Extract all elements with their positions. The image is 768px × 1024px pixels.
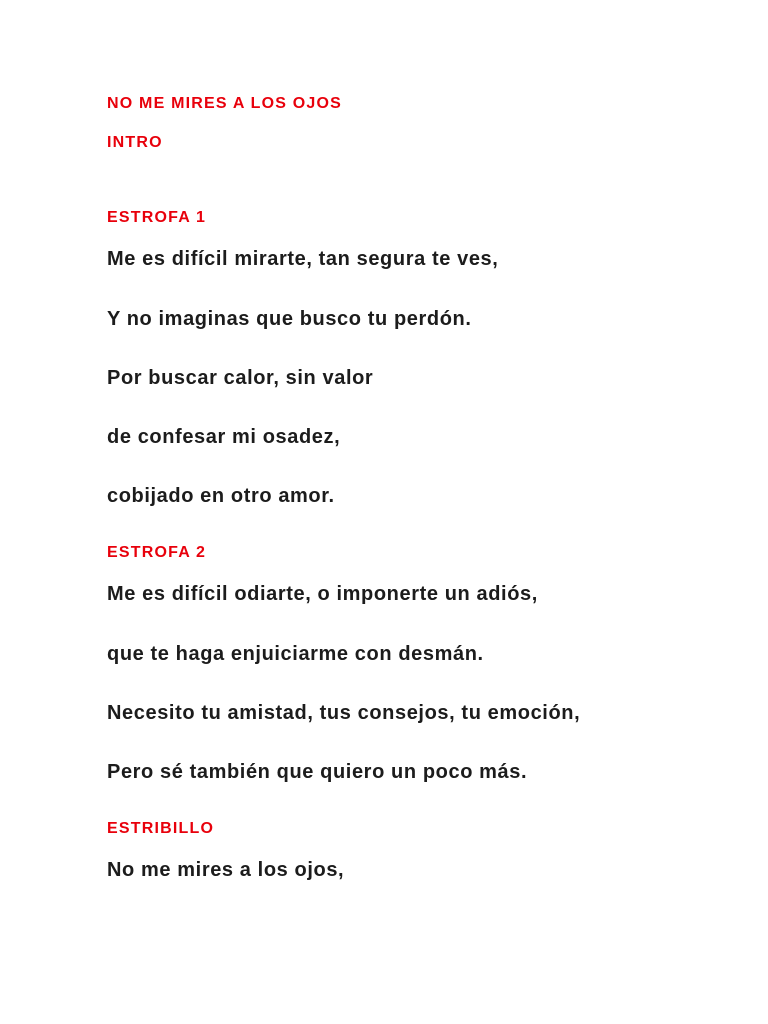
intro-heading: INTRO: [107, 134, 163, 151]
lyric-line: Me es difícil odiarte, o imponerte un adiós,: [107, 583, 538, 605]
lyric-line: Por buscar calor, sin valor: [107, 367, 374, 389]
lyric-line: Necesito tu amistad, tus consejos, tu emoción,: [107, 702, 581, 724]
lyric-line: No me mires a los ojos,: [107, 859, 345, 881]
lyric-line: Pero sé también que quiero un poco más.: [107, 761, 528, 783]
section-heading-estrofa-2: ESTROFA 2: [107, 544, 207, 561]
song-title: NO ME MIRES A LOS OJOS: [107, 95, 343, 112]
lyric-line: Me es difícil mirarte, tan segura te ves,: [107, 248, 499, 270]
lyric-line: que te haga enjuiciarme con desmán.: [107, 643, 484, 665]
lyric-line: de confesar mi osadez,: [107, 426, 341, 448]
lyric-line: Y no imaginas que busco tu perdón.: [107, 308, 472, 330]
section-heading-estrofa-1: ESTROFA 1: [107, 209, 207, 226]
section-heading-estribillo: ESTRIBILLO: [107, 820, 215, 837]
lyric-line: cobijado en otro amor.: [107, 485, 335, 507]
